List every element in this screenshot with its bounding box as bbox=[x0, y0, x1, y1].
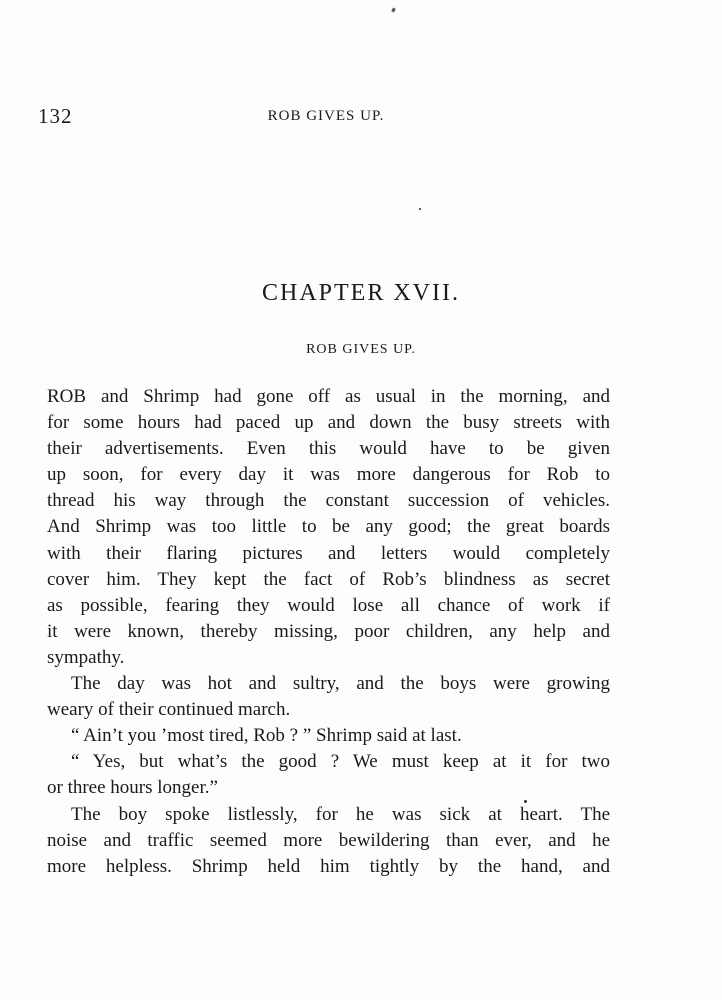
text-line: “ Ain’t you ’most tired, Rob ? ” Shrimp said at last. bbox=[71, 725, 462, 747]
text-line: ROB and Shrimp had gone off as usual in the morning, and bbox=[47, 386, 610, 407]
text-line: The boy spoke listlessly, for he was sick at heart. The bbox=[71, 803, 610, 825]
text-line: “ Yes, but what’s the good ? We must keep at it for two bbox=[71, 751, 610, 773]
running-title: ROB GIVES UP. bbox=[267, 108, 385, 124]
chapter-subtitle: ROB GIVES UP. bbox=[306, 342, 416, 357]
text-line: for some hours had paced up and down the busy streets with bbox=[47, 412, 610, 434]
text-line: it were known, thereby missing, poor children, any help and bbox=[47, 620, 610, 642]
page-number: 132 bbox=[38, 104, 73, 128]
text-line: cover him. They kept the fact of Rob’s blindness as secret bbox=[47, 568, 610, 590]
text-line: with their flaring pictures and letters would completely bbox=[47, 542, 610, 564]
text-line: The day was hot and sultry, and the boys were growing bbox=[71, 673, 610, 695]
running-head bbox=[38, 104, 614, 132]
text-line: more helpless. Shrimp held him tightly by the hand, and bbox=[47, 855, 610, 877]
text-line: their advertisements. Even this would have to be given bbox=[47, 438, 610, 460]
text-line: weary of their continued march. bbox=[47, 699, 291, 721]
text-line: or three hours longer.” bbox=[47, 777, 218, 799]
chapter-heading: CHAPTER XVII. bbox=[262, 280, 460, 306]
text-line: thread his way through the constant succession of vehicles. bbox=[47, 490, 610, 512]
print-speck bbox=[524, 800, 527, 803]
text-line: up soon, for every day it was more dangerous for Rob to bbox=[47, 464, 610, 486]
text-line: noise and traffic seemed more bewildering than ever, and he bbox=[47, 829, 610, 851]
text-line: as possible, fearing they would lose all chance of work if bbox=[47, 594, 610, 616]
chapter-body bbox=[47, 384, 610, 880]
text-line: sympathy. bbox=[47, 646, 125, 668]
print-mark bbox=[391, 8, 396, 13]
print-speck bbox=[419, 208, 421, 210]
text-line: And Shrimp was too little to be any good; the great boards bbox=[47, 516, 610, 538]
